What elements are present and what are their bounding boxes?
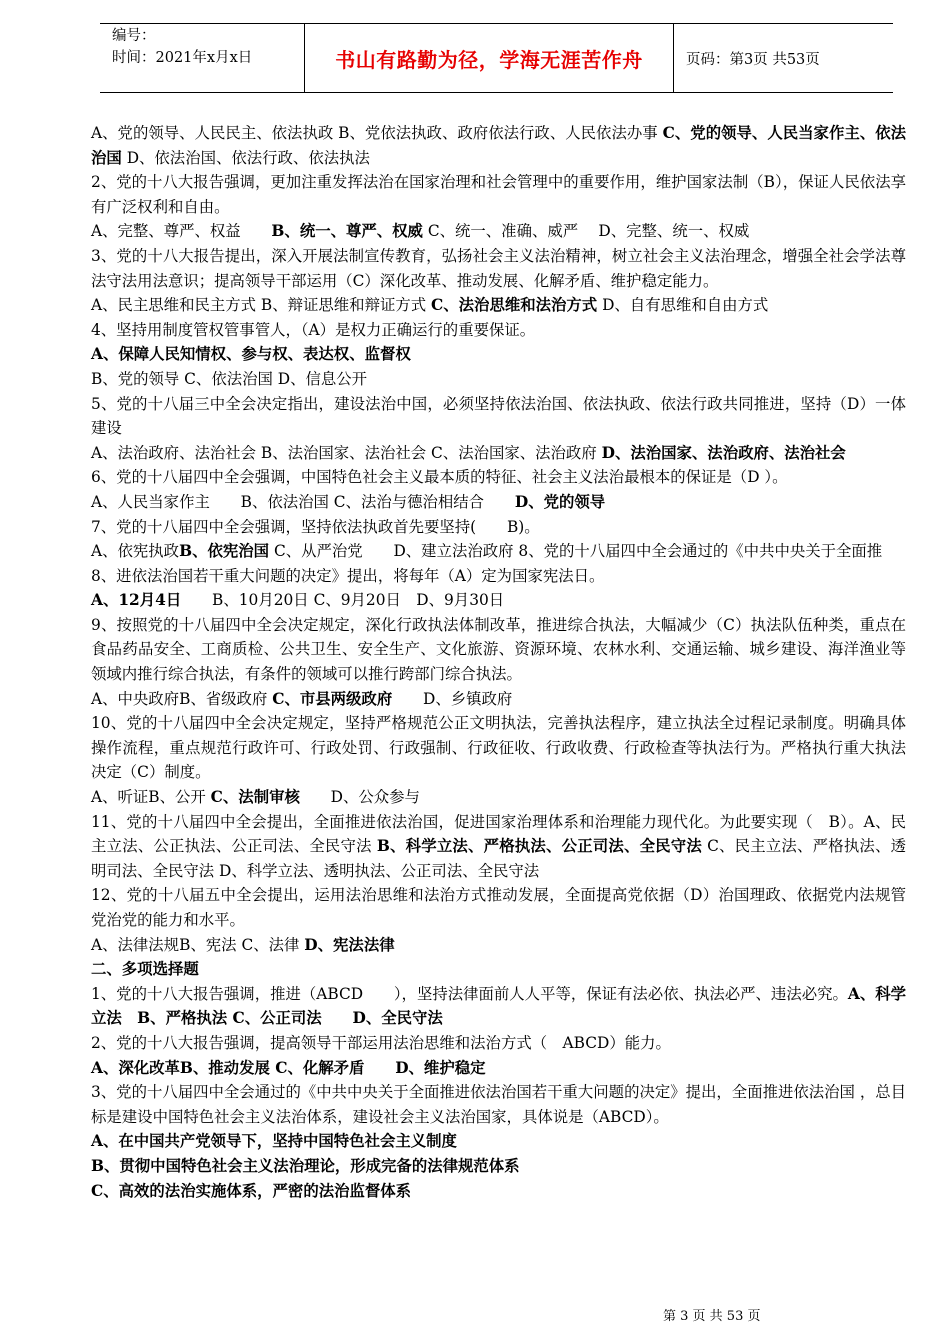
paragraph: A、保障人民知情权、参与权、表达权、监督权 — [91, 345, 411, 364]
paragraph: A、完整、尊严、权益 B、统一、尊严、权威 C、统一、准确、威严 D、完整、统一、权威 — [91, 222, 750, 241]
paragraph: B、贯彻中国特色社会主义法治理论，形成完备的法律规范体系 — [91, 1156, 520, 1175]
paragraph: A、听证B、公开 C、法制审核 D、公众参与 — [91, 788, 420, 807]
document-body — [91, 121, 906, 1203]
paragraph: 8、进依法治国若干重大问题的决定》提出，将每年（A）定为国家宪法日。 — [91, 566, 605, 585]
paragraph: A、在中国共产党领导下，坚持中国特色社会主义制度 — [91, 1132, 457, 1151]
paragraph: A、民主思维和民主方式 B、辩证思维和辩证方式 C、法治思维和法治方式 D、自有思维和自由方式 — [91, 296, 769, 315]
paragraph: 10、党的十八届四中全会决定规定，坚持严格规范公正文明执法，完善执法程序，建立执法全过程记录制度。明确具体操作流程，重点规范行政许可、行政处罚、行政强制、行政征收、行政收费、行政检查等执法行为。严格执行重大执法决定（C）制度。 — [91, 714, 906, 782]
paragraph: B、党的领导 C、依法治国 D、信息公开 — [91, 369, 368, 388]
header-page-info: 页码：第3页 共53页 — [686, 51, 820, 68]
paragraph: 2、党的十八大报告强调，提高领导干部运用法治思维和法治方式（ ABCD）能力。 — [91, 1033, 671, 1052]
paragraph: 5、党的十八届三中全会决定指出，建设法治中国，必须坚持依法治国、依法执政、依法行政共同推进，坚持（D）一体建设 — [91, 394, 906, 438]
paragraph: A、人民当家作主 B、依法治国 C、法治与德治相结合 D、党的领导 — [91, 492, 606, 511]
paragraph: 7、党的十八届四中全会强调，坚持依法执政首先要坚持( B)。 — [91, 517, 540, 536]
header-left-cell — [100, 24, 305, 93]
document-number-label: 编号： — [112, 28, 156, 44]
page-footer-number: 第 3 页 共 53 页 — [663, 1309, 761, 1324]
paragraph: A、法治政府、法治社会 B、法治国家、法治社会 C、法治国家、法治政府 D、法治国家、法治政府、法治社会 — [91, 443, 846, 462]
paragraph: A、12月4日 B、10月20日 C、9月20日 D、9月30日 — [91, 591, 505, 610]
page-header — [100, 23, 893, 93]
paragraph: 4、坚持用制度管权管事管人，（A）是权力正确运行的重要保证。 — [91, 320, 536, 339]
paragraph: 9、按照党的十八届四中全会决定规定，深化行政执法体制改革，推进综合执法，大幅减少（C）执法队伍种类，重点在食品药品安全、工商质检、公共卫生、安全生产、文化旅游、资源环境、农林水利、交通运输、城乡建设、海洋渔业等领域内推行综合执法，有条件的领域可以推行跨部门综合执法。 — [91, 615, 906, 684]
paragraph: A、深化改革B、推动发展 C、化解矛盾 D、维护稳定 — [91, 1058, 486, 1077]
paragraph: 3、党的十八届四中全会通过的《中共中央关于全面推进依法治国若干重大问题的决定》提出，全面推进依法治国 ，总目标是建设中国特色社会主义法治体系，建设社会主义法治国家，具体说是（ABCD）。 — [91, 1083, 906, 1126]
header-motto: 书山有路勤为径，学海无涯苦作舟 — [305, 24, 674, 92]
paragraph: A、法律法规B、宪法 C、法律 D、宪法法律 — [91, 935, 395, 954]
paragraph: 3、党的十八大报告提出，深入开展法制宣传教育，弘扬社会主义法治精神，树立社会主义法治理念，增强全社会学法尊法守法用法意识；提高领导干部运用（C）深化改革、推动发展、化解矛盾、维护稳定能力。 — [91, 246, 906, 290]
paragraph: C、高效的法治实施体系，严密的法治监督体系 — [91, 1181, 412, 1200]
document-time-label: 时间：2021年x月x日 — [112, 50, 253, 66]
paragraph: 12、党的十八届五中全会提出，运用法治思维和法治方式推动发展，全面提高党依据（D）治国理政、依据党内法规管党治党的能力和水平。 — [91, 886, 906, 929]
paragraph: 2、党的十八大报告强调，更加注重发挥法治在国家治理和社会管理中的重要作用，维护国家法制（B），保证人民依法享有广泛权利和自由。 — [91, 173, 906, 216]
paragraph: 6、党的十八届四中全会强调，中国特色社会主义最本质的特征、社会主义法治最根本的保证是（D ）。 — [91, 468, 788, 487]
paragraph: A、党的领导、人民民主、依法执政 B、党依法执政、政府依法行政、人民依法办事 C、党的领导、人民当家作主、依法治国 D、依法治国、依法行政、依法执法 — [91, 124, 906, 167]
paragraph: A、中央政府B、省级政府 C、市县两级政府 D、乡镇政府 — [91, 689, 513, 708]
paragraph: 1、党的十八大报告强调，推进（ABCD ），坚持法律面前人人平等，保证有法必依、执法必严、违法必究。A、科学立法 B、严格执法 C、公正司法 D、全民守法 — [91, 984, 907, 1028]
paragraph: 11、党的十八届四中全会提出，全面推进依法治国，促进国家治理体系和治理能力现代化。为此要实现（ B）。A、民主立法、公正执法、公正司法、全民守法 B、科学立法、严格执法、公正司法、全民守法 C、民主立法、严格执法、透明司法、全民守法 D、科学立法、透明执法、公正司法、全民守法 — [91, 812, 906, 880]
paragraph: A、依宪执政B、依宪治国 C、从严治党 D、建立法治政府 8、党的十八届四中全会通过的《中共中央关于全面推 — [91, 542, 883, 561]
section-heading: 二、多项选择题 — [91, 960, 199, 979]
